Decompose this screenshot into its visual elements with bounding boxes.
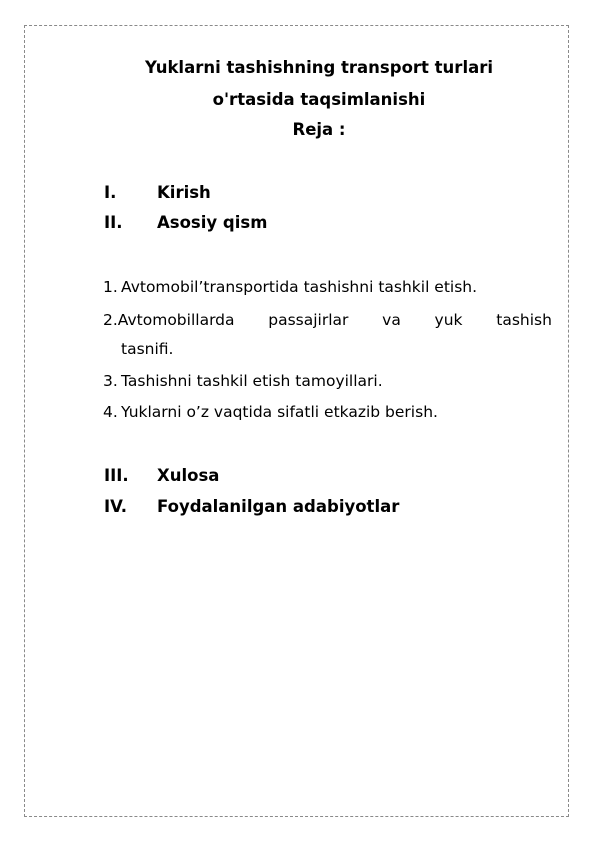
outline-number: I.: [104, 183, 117, 202]
subitem-4: [103, 402, 438, 422]
subitem-word: yuk: [434, 311, 463, 329]
subitem-number: 1.: [103, 278, 118, 296]
outline-item-main-part: [104, 213, 267, 233]
outline-item-conclusion: [104, 466, 219, 486]
outline-number: IV.: [104, 497, 128, 516]
outline-label: Xulosa: [157, 466, 220, 485]
subitem-word: va: [382, 311, 401, 329]
subitem-2-continuation: tasnifi.: [121, 340, 174, 358]
outline-label: Kirish: [157, 183, 211, 202]
outline-label: Asosiy qism: [157, 213, 268, 232]
outline-number: III.: [104, 466, 129, 485]
outline-label: Foydalanilgan adabiyotlar: [157, 497, 400, 516]
outline-item-introduction: [104, 183, 211, 203]
outline-item-references: [104, 497, 399, 517]
subitem-3: [103, 371, 383, 391]
subitem-word: passajirlar: [268, 311, 349, 329]
plan-heading: Reja :: [292, 120, 346, 139]
subitem-word: Avtomobillarda: [117, 311, 235, 329]
subitem-1: [103, 277, 477, 297]
subitem-number: 3.: [103, 372, 118, 390]
subitem-number: 2.: [103, 311, 118, 329]
subitem-text: Yuklarni o’z vaqtida sifatli etkazib berish.: [121, 403, 438, 421]
subitem-2-word: [103, 310, 235, 330]
outline-number: II.: [104, 213, 123, 232]
subitem-word: tashish: [496, 311, 552, 329]
subitem-text: Avtomobil’transportida tashishni tashkil etish.: [121, 278, 478, 296]
document-title-line-2: o'rtasida taqsimlanishi: [212, 90, 426, 109]
subitem-text: Tashishni tashkil etish tamoyillari.: [121, 372, 383, 390]
document-title-line-1: Yuklarni tashishning transport turlari: [144, 58, 494, 77]
subitem-number: 4.: [103, 403, 118, 421]
subitem-2: [103, 310, 552, 330]
